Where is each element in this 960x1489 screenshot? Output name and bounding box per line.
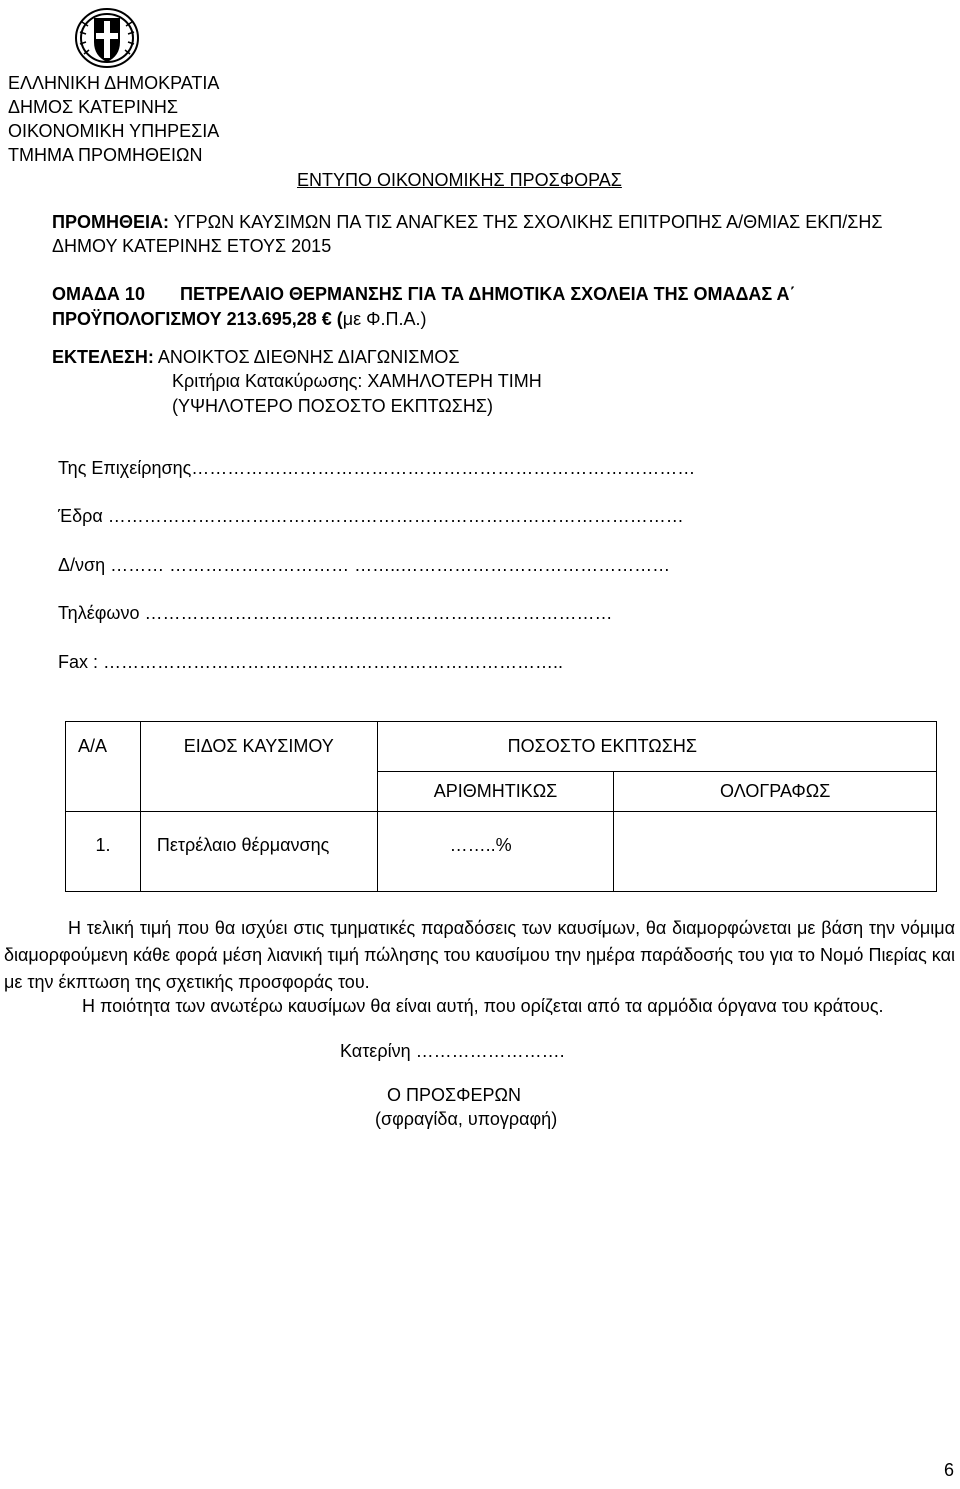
- group-budget: [52, 309, 427, 330]
- table-subheader-row: [66, 772, 937, 812]
- header-fuel-type: ΕΙΔΟΣ ΚΑΥΣΙΜΟΥ: [140, 722, 377, 772]
- address-field[interactable]: Δ/νση ……… ………………………… ……..………………………………………: [58, 555, 671, 575]
- signature-place[interactable]: Κατερίνη …………………….: [340, 1041, 565, 1061]
- budget-vat: με Φ.Π.Α.): [342, 309, 427, 329]
- org-line-municipality: ΔΗΜΟΣ ΚΑΤΕΡΙΝΗΣ: [8, 97, 178, 117]
- procurement-description: ΥΓΡΩΝ ΚΑΥΣΙΜΩΝ ΠΑ ΤΙΣ ΑΝΑΓΚΕΣ ΤΗΣ ΣΧΟΛΙΚΗΣ ΕΠΙΤΡΟΠΗΣ Α/ΘΜΙΑΣ ΕΚΠ/ΣΗΣ: [173, 212, 883, 232]
- pricing-paragraph: Η τελική τιμή που θα ισχύει στις τμηματικές παραδόσεις των καυσίμων, θα διαμορφώνεται με βάση την νόμιμα διαμορφούμενη κάθε φορά μέση λιανική τιμή πώλησης του καυσίμου την ημέρα παράδοσής του για το Νομό Πιερίας και με την έκπτωση της σχετικής προσφοράς του.: [4, 918, 955, 992]
- group-description: ΠΕΤΡΕΛΑΙΟ ΘΕΡΜΑΝΣΗΣ ΓΙΑ ΤΑ ΔΗΜΟΤΙΚΑ ΣΧΟΛΕΙΑ ΤΗΣ ΟΜΑΔΑΣ Α΄: [179, 284, 796, 304]
- document-title: ΕΝΤΥΠΟ ΟΙΚΟΝΟΜΙΚΗΣ ΠΡΟΣΦΟΡΑΣ: [297, 170, 622, 190]
- row-words-value[interactable]: [614, 812, 937, 892]
- row-numeric-value[interactable]: ……..%: [377, 812, 614, 892]
- procurement-label: ΠΡΟΜΗΘΕΙΑ:: [52, 212, 169, 232]
- execution-label: ΕΚΤΕΛΕΣΗ:: [52, 347, 154, 367]
- seat-field[interactable]: Έδρα ……………………………………………………………………………………: [58, 506, 684, 526]
- award-criteria: Κριτήρια Κατακύρωσης: ΧΑΜΗΛΟΤΕΡΗ ΤΙΜΗ: [172, 371, 542, 391]
- header-numeric: ΑΡΙΘΜΗΤΙΚΩΣ: [377, 772, 614, 812]
- org-header: [8, 71, 219, 167]
- quality-paragraph: Η ποιότητα των ανωτέρω καυσίμων θα είναι αυτή, που ορίζεται από τα αρμόδια όργανα του κράτους.: [82, 996, 884, 1016]
- company-field[interactable]: Της Επιχείρησης…………………………………………………………………………: [58, 458, 696, 478]
- phone-field[interactable]: Τηλέφωνο ……………………………………………………………………: [58, 603, 613, 623]
- award-criteria-note: (ΥΨΗΛΟΤΕΡΟ ΠΟΣΟΣΤΟ ΕΚΠΤΩΣΗΣ): [172, 396, 494, 416]
- coat-of-arms-emblem: [72, 4, 142, 70]
- execution-line: [52, 347, 459, 368]
- group-line-1: [52, 284, 796, 305]
- procurement-line-2: ΔΗΜΟΥ ΚΑΤΕΡΙΝΗΣ ΕΤΟΥΣ 2015: [52, 236, 332, 256]
- row-aa: 1.: [66, 812, 141, 892]
- budget-label: ΠΡΟΫΠΟΛΟΓΙΣΜΟΥ 213.695,28 € (: [52, 309, 343, 329]
- group-number: ΟΜΑΔΑ 10: [52, 284, 145, 304]
- signature-role: Ο ΠΡΟΣΦΕΡΩΝ: [387, 1085, 521, 1105]
- offer-table: [65, 721, 937, 892]
- org-line-service: ΟΙΚΟΝΟΜΙΚΗ ΥΠΗΡΕΣΙΑ: [8, 121, 220, 141]
- page-number: 6: [944, 1460, 955, 1480]
- header-aa: Α/Α: [66, 722, 141, 772]
- table-row: [66, 812, 937, 892]
- execution-value: ΑΝΟΙΚΤΟΣ ΔΙΕΘΝΗΣ ΔΙΑΓΩΝΙΣΜΟΣ: [157, 347, 460, 367]
- subheader-type-empty: [140, 772, 377, 812]
- org-line-department: ΤΜΗΜΑ ΠΡΟΜΗΘΕΙΩΝ: [8, 145, 203, 165]
- row-fuel-type: Πετρέλαιο θέρμανσης: [140, 812, 377, 892]
- table-header-row: [66, 722, 937, 772]
- procurement-line-1: [52, 212, 883, 233]
- signature-note: (σφραγίδα, υπογραφή): [375, 1109, 558, 1129]
- org-line-republic: ΕΛΛΗΝΙΚΗ ΔΗΜΟΚΡΑΤΙΑ: [8, 73, 220, 93]
- subheader-aa-empty: [66, 772, 141, 812]
- header-words: ΟΛΟΓΡΑΦΩΣ: [614, 772, 937, 812]
- fax-field[interactable]: Fax : …………………………………………………………………..: [58, 652, 564, 672]
- header-discount: ΠΟΣΟΣΤΟ ΕΚΠΤΩΣΗΣ: [377, 722, 936, 772]
